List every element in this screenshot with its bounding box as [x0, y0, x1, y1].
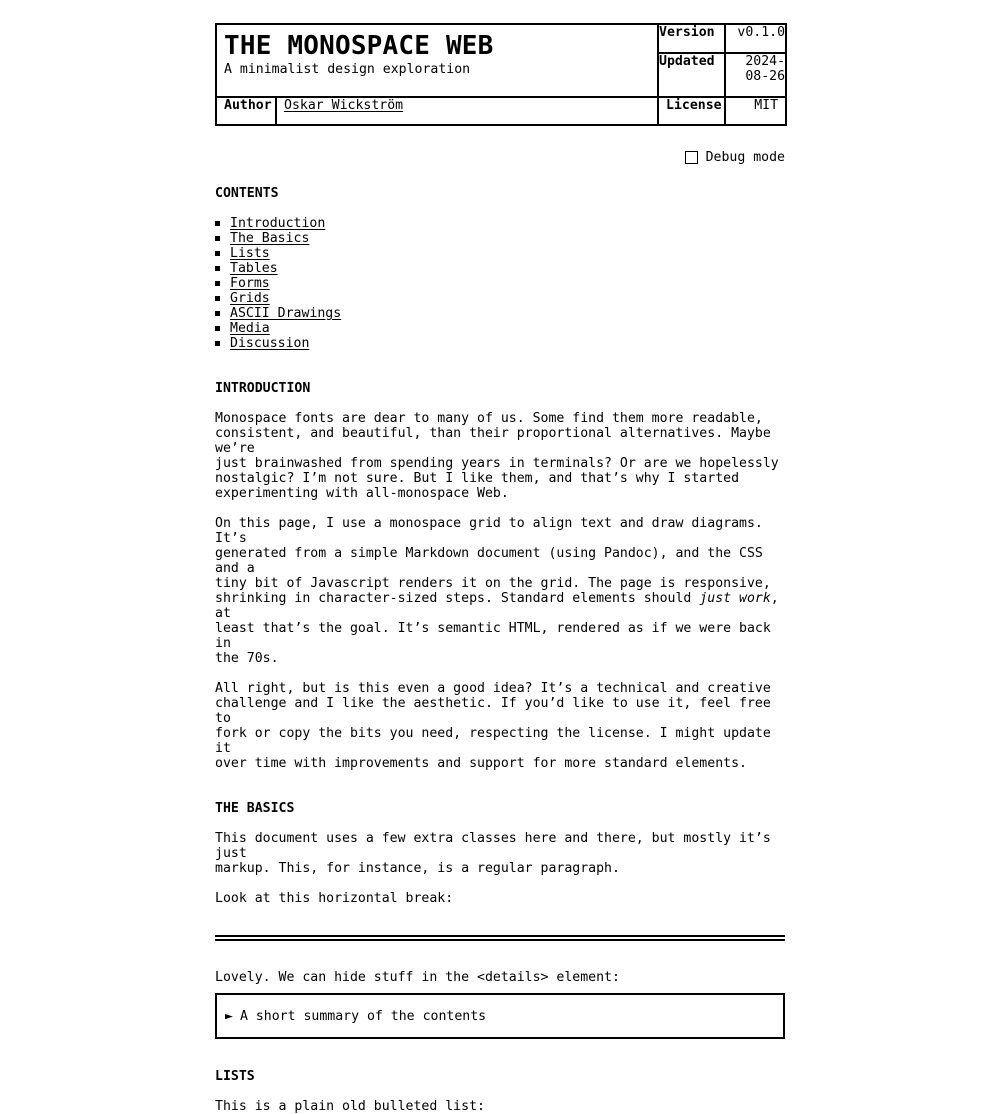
toc-link-grids[interactable]: Grids: [230, 291, 270, 306]
text-line: All right, but is this even a good idea? It’s a technical and creative: [215, 681, 771, 696]
toc-link-introduction[interactable]: Introduction: [230, 216, 326, 231]
disclosure-triangle-icon[interactable]: ►: [225, 1008, 233, 1024]
text-line: [215, 591, 785, 621]
page: [215, 23, 785, 1114]
toc-link-media[interactable]: Media: [230, 321, 270, 336]
text-line: This document uses a few extra classes here and there, but mostly it’s just: [215, 831, 771, 861]
toc-link-forms[interactable]: Forms: [230, 276, 270, 291]
text-line: the 70s.: [215, 651, 279, 666]
updated-value-line-1: 2024-: [745, 54, 786, 69]
toc-link-the-basics[interactable]: The Basics: [230, 231, 310, 246]
text-fragment: , at: [215, 591, 779, 621]
intro-paragraph-3: [215, 681, 785, 771]
toc-link-lists[interactable]: Lists: [230, 246, 270, 261]
toc-link-discussion[interactable]: Discussion: [230, 336, 310, 351]
debug-mode-toggle[interactable]: [215, 149, 785, 165]
toc-item: [215, 336, 785, 351]
details-summary[interactable]: A short summary of the contents: [239, 1008, 487, 1024]
author-link[interactable]: Oskar Wickström: [284, 98, 404, 113]
intro-paragraph-2: [215, 516, 785, 666]
text-line: On this page, I use a monospace grid to align text and draw diagrams. It’s: [215, 516, 763, 546]
text-fragment: shrinking in character-sized steps. Standard elements should: [215, 591, 700, 606]
title-cell: [216, 24, 658, 97]
updated-value-line-2: 08-26: [745, 69, 786, 84]
text-line: generated from a simple Markdown document (using Pandoc), and the CSS and a: [215, 546, 763, 576]
text-line: over time with improvements and support for more standard elements.: [215, 756, 747, 771]
license-value: MIT: [725, 97, 786, 125]
table-of-contents: [215, 216, 785, 351]
text-line: markup. This, for instance, is a regular paragraph.: [215, 861, 620, 876]
basics-paragraph-2: Look at this horizontal break:: [215, 891, 454, 906]
text-line: tiny bit of Javascript renders it on the grid. The page is responsive,: [215, 576, 771, 591]
debug-mode-label[interactable]: Debug mode: [705, 149, 785, 165]
toc-item: [215, 246, 785, 261]
text-line: least that’s the goal. It’s semantic HTML, rendered as if we were back in: [215, 621, 771, 651]
basics-paragraph-1: [215, 831, 785, 876]
header-table: [215, 23, 787, 126]
author-label: Author: [216, 97, 276, 125]
lists-heading: LISTS: [215, 1069, 255, 1084]
version-label: Version: [658, 24, 725, 53]
introduction-heading: INTRODUCTION: [215, 381, 311, 396]
text-line: nostalgic? I’m not sure. But I like them, and that’s why I started: [215, 471, 740, 486]
toc-item: [215, 291, 785, 306]
emphasis-just-work: just work: [699, 591, 771, 606]
text-line: just brainwashed from spending years in terminals? Or are we hopelessly: [215, 456, 779, 471]
text-line: fork or copy the bits you need, respecting the license. I might update it: [215, 726, 771, 756]
version-value: v0.1.0: [725, 24, 786, 53]
toc-item: [215, 261, 785, 276]
toc-item: [215, 216, 785, 231]
toc-item: [215, 276, 785, 291]
toc-item: [215, 231, 785, 246]
text-line: consistent, and beautiful, than their proportional alternatives. Maybe we’re: [215, 426, 771, 456]
intro-paragraph-1: [215, 411, 785, 501]
text-line: experimenting with all-monospace Web.: [215, 486, 509, 501]
page-title: THE MONOSPACE WEB: [224, 31, 494, 61]
toc-item: [215, 321, 785, 336]
updated-value: [725, 53, 786, 97]
debug-mode-checkbox[interactable]: [685, 151, 698, 164]
toc-item: [215, 306, 785, 321]
horizontal-rule: [215, 935, 785, 941]
basics-paragraph-3: Lovely. We can hide stuff in the <details> element:: [215, 970, 620, 985]
page-subtitle: A minimalist design exploration: [224, 62, 471, 77]
lists-paragraph-1: This is a plain old bulleted list:: [215, 1099, 485, 1114]
updated-label: Updated: [658, 53, 725, 97]
author-cell: [276, 97, 658, 125]
license-label: License: [658, 97, 725, 125]
toc-link-ascii-drawings[interactable]: ASCII Drawings: [230, 306, 342, 321]
basics-heading: THE BASICS: [215, 801, 295, 816]
contents-heading: CONTENTS: [215, 186, 279, 201]
text-line: Monospace fonts are dear to many of us. Some find them more readable,: [215, 411, 763, 426]
toc-link-tables[interactable]: Tables: [230, 261, 278, 276]
text-line: challenge and I like the aesthetic. If you’d like to use it, feel free to: [215, 696, 771, 726]
